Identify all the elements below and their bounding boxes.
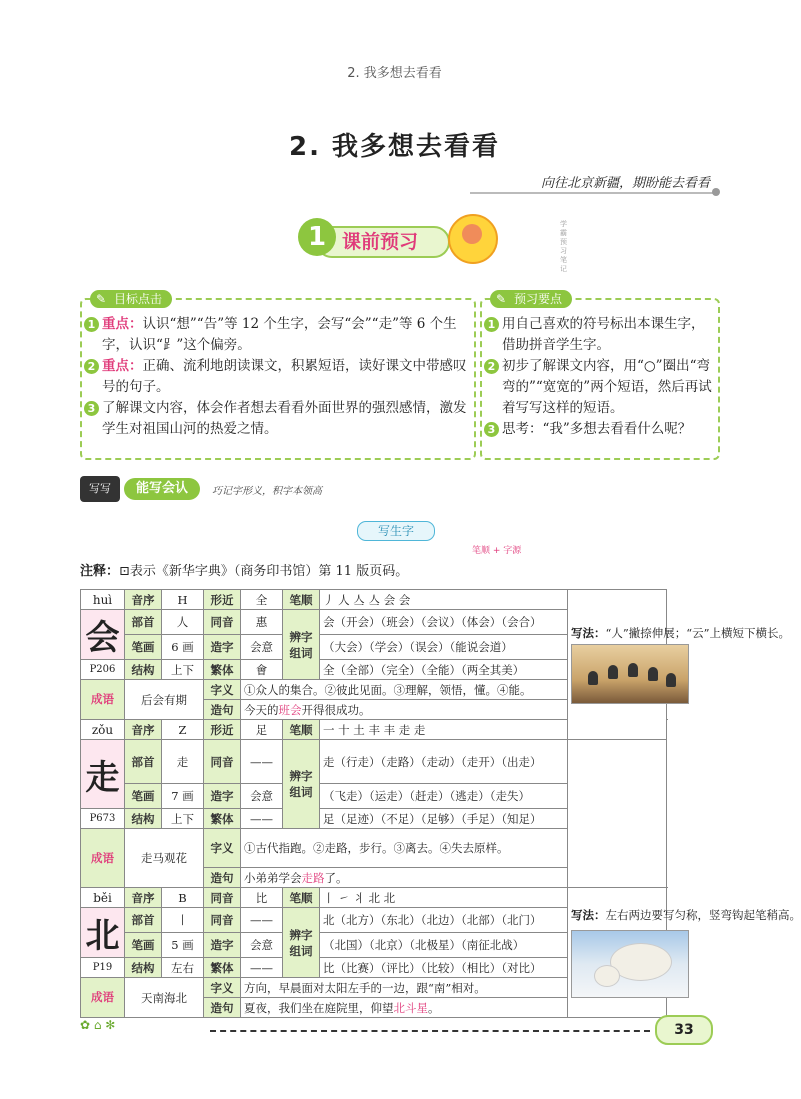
- page-title: 2. 我多想去看看: [288, 132, 501, 162]
- stroke-source-label: 笔顺 + 字源: [472, 546, 522, 556]
- label-yinxu: 音序: [125, 888, 162, 908]
- zuci-line: （北国）（北京）（北极星）（南征北战）: [320, 933, 568, 958]
- label-fanti: 繁体: [204, 809, 241, 829]
- label-tongyin: 同音: [204, 740, 241, 784]
- yinxu-value: H: [162, 590, 204, 610]
- preview-tab: ✎ 预习要点: [490, 290, 572, 308]
- label-chengyu: 成语: [81, 829, 125, 888]
- jiegou-value: 上下: [162, 809, 204, 829]
- zaoju-value: [241, 868, 568, 888]
- label-fanti: 繁体: [204, 660, 241, 680]
- zaoju-text: 开得很成功。: [301, 702, 371, 717]
- zuci-line: （大会）（学会）（误会）（能说会道）: [320, 635, 568, 660]
- zaoju-text: 。: [428, 1000, 440, 1015]
- bushou-value: 人: [162, 610, 204, 635]
- label-zaoju: 造句: [204, 700, 241, 720]
- footer-rule: [210, 1030, 650, 1032]
- label-fanti: 繁体: [204, 958, 241, 978]
- annotation-note: [80, 560, 408, 579]
- xingjin-value: 全: [241, 590, 283, 610]
- fanti-value: ——: [241, 809, 283, 829]
- label-yinxu: 音序: [125, 720, 162, 740]
- table-row: [81, 809, 667, 829]
- write-section-note: 巧记字形义，积字本领高: [212, 486, 322, 497]
- dictionary-page: P673: [81, 809, 125, 829]
- preview-number: 3: [484, 422, 499, 437]
- goals-box: [80, 292, 476, 460]
- windmill-decoration-icon: ✿ ⌂ ✻: [80, 1018, 116, 1032]
- goal-lead: 重点：: [102, 358, 143, 374]
- chengyu-value: 天南海北: [125, 978, 204, 1018]
- zaoju-highlight: 班会: [278, 702, 302, 717]
- label-tongyin: 同音: [204, 908, 241, 933]
- bishun-value: 丨 ㇀ 丬 北 北: [320, 888, 568, 908]
- table-row: [81, 590, 667, 610]
- fanti-value: 會: [241, 660, 283, 680]
- preview-text: 思考：“我”多想去看看什么呢？: [502, 421, 692, 437]
- chengyu-value: 走马观花: [125, 829, 204, 888]
- zaoju-highlight: 北斗星: [393, 1000, 428, 1015]
- fanti-value: ——: [241, 958, 283, 978]
- table-row: [81, 829, 667, 868]
- pinyin: huì: [81, 590, 125, 610]
- bihua-value: 7 画: [162, 784, 204, 809]
- label-bushou: 部首: [125, 610, 162, 635]
- label-zaoju: 造句: [204, 998, 241, 1018]
- tip-text: 左右两边要写匀称，竖弯钩起笔稍高。: [605, 908, 801, 922]
- label-bihua: 笔画: [125, 933, 162, 958]
- tongyin-value: ——: [241, 740, 283, 784]
- label-bihua: 笔画: [125, 784, 162, 809]
- write-section-label: 能写会认: [124, 478, 200, 500]
- zaoju-value: [241, 700, 568, 720]
- label-ziyi: 字义: [204, 829, 241, 868]
- tip-text: “人”撇捺伸展；“云”上横短下横长。: [605, 626, 791, 640]
- cartoon-star-icon: [448, 214, 498, 264]
- subtitle-dot-icon: [712, 188, 720, 196]
- label-bianzi: 辨字组词: [283, 610, 320, 680]
- dictionary-page: P19: [81, 958, 125, 978]
- label-xingjin: 形近: [204, 720, 241, 740]
- xingjin-value: 足: [241, 720, 283, 740]
- goal-text: 正确、流利地朗读课文，积累短语，读好课文中带感叹号的句子。: [102, 358, 467, 395]
- polar-bear-photo: [571, 930, 689, 998]
- zaoju-value: [241, 998, 568, 1018]
- tip-cell: [568, 888, 801, 1018]
- bushou-value: 丨: [162, 908, 204, 933]
- goal-text: 了解课文内容，体会作者想去看看外面世界的强烈感情，激发学生对祖国山河的热爱之情。: [102, 400, 467, 437]
- label-ziyi: 字义: [204, 680, 241, 700]
- notebook-icon: 写写: [80, 476, 120, 502]
- goal-number: 2: [84, 359, 99, 374]
- preview-number: 2: [484, 359, 499, 374]
- xingjin-value: 比: [241, 888, 283, 908]
- bihua-value: 6 画: [162, 635, 204, 660]
- label-zaozi: 造字: [204, 635, 241, 660]
- label-bushou: 部首: [125, 740, 162, 784]
- tip-lead: 写法：: [571, 908, 606, 922]
- label-bishun: 笔顺: [283, 720, 320, 740]
- zuci-line: 比（比赛）（评比）（比较）（相比）（对比）: [320, 958, 568, 978]
- zuci-line: 全（全部）（完全）（全能）（两全其美）: [320, 660, 568, 680]
- goal-item: [84, 398, 468, 440]
- label-bihua: 笔画: [125, 635, 162, 660]
- label-jiegou: 结构: [125, 809, 162, 829]
- chengyu-value: 后会有期: [125, 680, 204, 720]
- zaozi-value: 会意: [241, 784, 283, 809]
- yinxu-value: B: [162, 888, 204, 908]
- ziyi-value: ①古代指跑。②走路，步行。③离去。④失去原样。: [241, 829, 568, 868]
- zaoju-text: 今天的: [244, 702, 279, 717]
- label-tongyin: 同音: [204, 888, 241, 908]
- zuci-line: 足（足迹）（不足）（足够）（手足）（知足）: [320, 809, 568, 829]
- goal-lead: 重点：: [102, 316, 143, 332]
- character-table: [80, 589, 801, 1018]
- margin-note: 学霸预习笔记: [560, 220, 567, 273]
- label-jiegou: 结构: [125, 958, 162, 978]
- preview-item: [484, 356, 712, 419]
- section-banner: [298, 212, 508, 262]
- ziyi-value: 方向，早晨面对太阳左手的一边，跟“南”相对。: [241, 978, 568, 998]
- target-character: 北: [81, 908, 125, 958]
- zuci-line: 会（开会）（班会）（会议）（体会）（会合）: [320, 610, 568, 635]
- label-zaozi: 造字: [204, 784, 241, 809]
- bishun-value: 丿 人 亼 亼 会 会: [320, 590, 568, 610]
- jiegou-value: 左右: [162, 958, 204, 978]
- zaoju-text: 小弟弟学会: [244, 870, 302, 885]
- tip-lead: 写法：: [571, 626, 606, 640]
- label-bishun: 笔顺: [283, 888, 320, 908]
- zaozi-value: 会意: [241, 933, 283, 958]
- meeting-photo: [571, 644, 689, 704]
- label-zaozi: 造字: [204, 933, 241, 958]
- preview-text: 初步了解课文内容，用“○”圈出“弯弯的”“宽宽的”两个短语，然后再试着写写这样的短语。: [502, 358, 712, 416]
- label-bianzi: 辨字组词: [283, 908, 320, 978]
- label-xingjin: 形近: [204, 590, 241, 610]
- label-zaoju: 造句: [204, 868, 241, 888]
- label-tongyin: 同音: [204, 610, 241, 635]
- bihua-value: 5 画: [162, 933, 204, 958]
- running-head: 2. 我多想去看看: [347, 66, 442, 81]
- dictionary-page: P206: [81, 660, 125, 680]
- target-character: 会: [81, 610, 125, 660]
- tongyin-value: ——: [241, 908, 283, 933]
- preview-item: [484, 419, 712, 440]
- zuci-line: 走（行走）（走路）（走动）（走开）（出走）: [320, 740, 568, 784]
- note-text: ⊡表示《新华字典》（商务印书馆）第 11 版页码。: [119, 564, 409, 579]
- subtitle-rule: [470, 192, 715, 194]
- zaoju-highlight: 走路: [301, 870, 325, 885]
- zaoju-text: 了。: [324, 870, 348, 885]
- label-bishun: 笔顺: [283, 590, 320, 610]
- tongyin-value: 惠: [241, 610, 283, 635]
- label-jiegou: 结构: [125, 660, 162, 680]
- label-chengyu: 成语: [81, 680, 125, 720]
- label-yinxu: 音序: [125, 590, 162, 610]
- zaozi-value: 会意: [241, 635, 283, 660]
- zuci-line: （飞走）（运走）（赶走）（逃走）（走失）: [320, 784, 568, 809]
- target-character: 走: [81, 740, 125, 809]
- preview-number: 1: [484, 317, 499, 332]
- table-row: [81, 784, 667, 809]
- bishun-value: 一 十 土 丰 丰 走 走: [320, 720, 568, 740]
- jiegou-value: 上下: [162, 660, 204, 680]
- label-ziyi: 字义: [204, 978, 241, 998]
- label-bushou: 部首: [125, 908, 162, 933]
- subtitle: 向往北京新疆，期盼能去看看: [540, 176, 710, 191]
- preview-text: 用自己喜欢的符号标出本课生字，借助拼音学生字。: [502, 316, 705, 353]
- preview-box: [480, 292, 720, 460]
- goal-number: 3: [84, 401, 99, 416]
- xiezi-tag: 写生字: [357, 521, 435, 541]
- goals-tab: ✎ 目标点击: [90, 290, 172, 308]
- yinxu-value: Z: [162, 720, 204, 740]
- goal-item: [84, 314, 468, 356]
- preview-item: [484, 314, 712, 356]
- zaoju-text: 夏夜，我们坐在庭院里，仰望: [244, 1000, 394, 1015]
- ziyi-value: ①众人的集合。②彼此见面。③理解，领悟，懂。④能。: [241, 680, 568, 700]
- section-label: 课前预习: [342, 231, 419, 253]
- bushou-value: 走: [162, 740, 204, 784]
- write-section-banner: [80, 474, 400, 504]
- section-number: 1: [298, 218, 336, 256]
- label-bianzi: 辨字组词: [283, 740, 320, 829]
- goal-number: 1: [84, 317, 99, 332]
- page-number: 33: [655, 1015, 713, 1045]
- goal-item: [84, 356, 468, 398]
- tip-cell: [568, 590, 791, 740]
- table-row: [81, 888, 667, 908]
- pinyin: zǒu: [81, 720, 125, 740]
- table-row: [81, 740, 667, 784]
- label-chengyu: 成语: [81, 978, 125, 1018]
- goal-text: 认识“想”“告”等 12 个生字，会写“会”“走”等 6 个生字，认识“⻊”这个偏旁。: [102, 316, 457, 353]
- note-lead: 注释：: [80, 564, 120, 579]
- zuci-line: 北（北方）（东北）（北边）（北部）（北门）: [320, 908, 568, 933]
- pinyin: běi: [81, 888, 125, 908]
